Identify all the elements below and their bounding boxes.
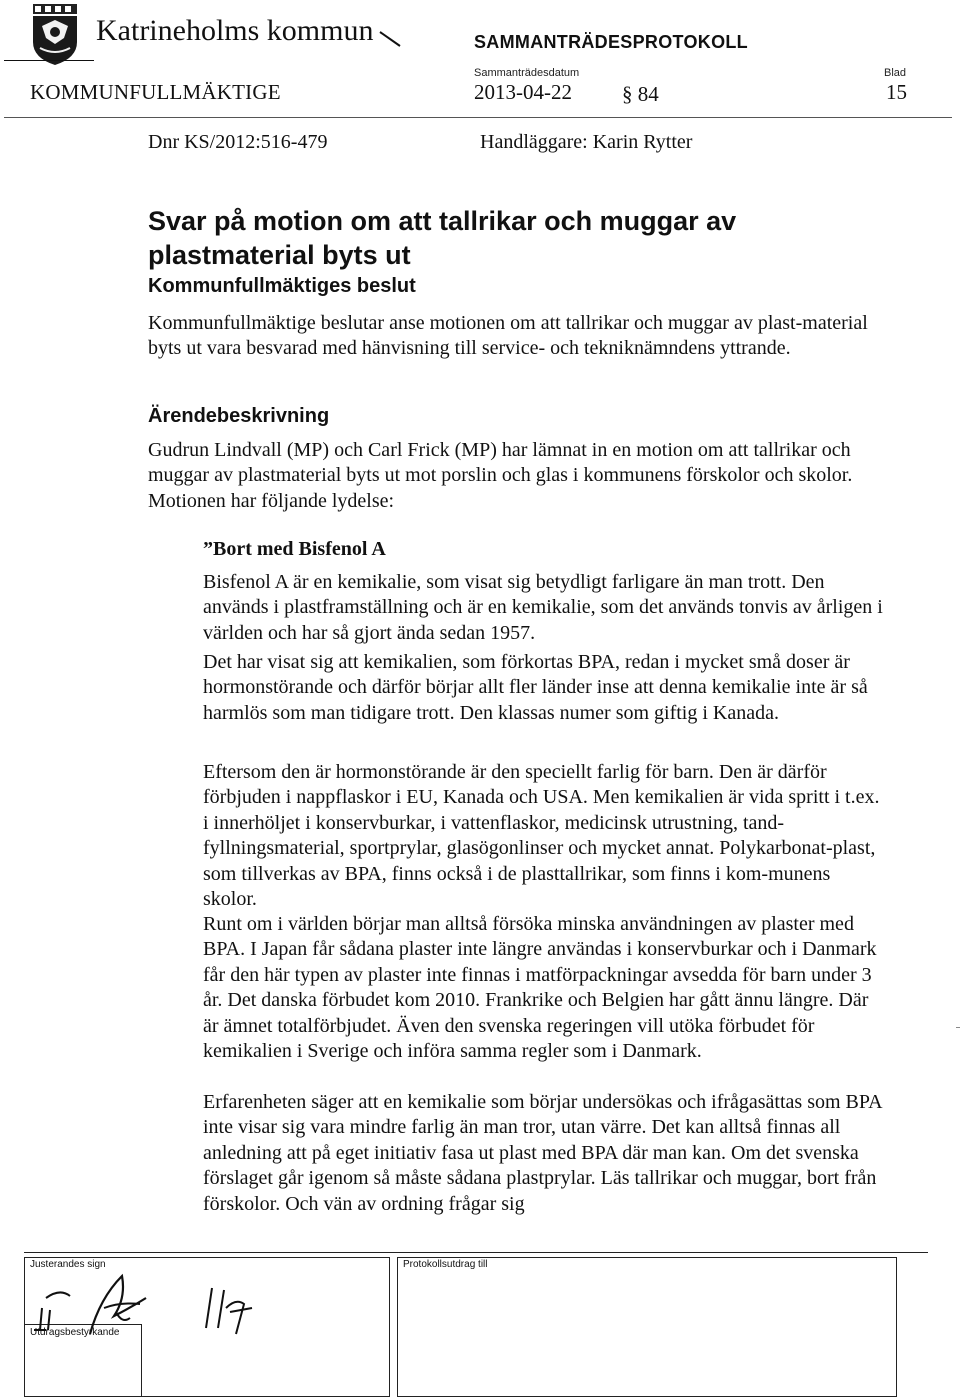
date-label: Sammanträdesdatum <box>474 67 580 79</box>
signature-box-label: Justerandes sign <box>30 1259 106 1270</box>
extract-recipients-label: Protokollsutdrag till <box>403 1259 488 1270</box>
beslut-text: Kommunfullmäktige beslutar anse motionen om att tallrikar och muggar av plast-material byts ut vara besvarad med hänvisning till service- och tekniknämndens yttrande. <box>148 312 868 360</box>
quote-paragraph: Erfarenheten säger att en kemikalie som börjar undersökas och ifrågasättas som BPA inte visar sig vara mindre farlig än man tror, utan värre. Det kan alltså finnas all anledning att på eget initiativ fasa ut plast med BPA där man kan. Om det svenska förslaget går igenom så måste sådana plastprylar. Läs tallrikar och muggar, bort från förskolor. Och vän av ordning frågar sig <box>203 1091 882 1215</box>
body-name: KOMMUNFULLMÄKTIGE <box>30 80 281 104</box>
wordmark-stroke <box>378 30 404 48</box>
header-rule <box>4 117 952 118</box>
attestation-box-label: Utdragsbestyrkande <box>30 1327 120 1338</box>
page-label: Blad <box>884 67 907 79</box>
document-type: SAMMANTRÄDESPROTOKOLL <box>474 32 748 52</box>
footer-rule <box>24 1252 928 1253</box>
municipality-crest-logo <box>30 4 80 66</box>
quote-heading: ”Bort med Bisfenol A <box>203 538 386 560</box>
paragraph-number: § 84 <box>622 82 659 106</box>
arende-text: Gudrun Lindvall (MP) och Carl Frick (MP) har lämnat in en motion om att tallrikar och muggar av plastmaterial byts ut mot porslin och glas i kommunens förskolor och skolor. Motionen har följande lydelse: <box>148 439 853 512</box>
document-title: Svar på motion om att tallrikar och muggar av plastmaterial byts ut <box>148 206 737 270</box>
diary-number: Dnr KS/2012:516-479 <box>148 131 328 153</box>
section-heading-beslut: Kommunfullmäktiges beslut <box>148 275 416 297</box>
header-rule-short <box>4 60 94 61</box>
case-officer: Handläggare: Karin Rytter <box>480 131 693 153</box>
quote-paragraph: Eftersom den är hormonstörande är den speciellt farlig för barn. Den är därför förbjuden i nappflaskor i EU, Kanada och USA. Men kemikalien är vida spritt i t.ex. i innerhöljet i konservburkar, i vattenflaskor, medicinsk utrustning, tand-fyllningsmaterial, sportprylar, glasögonlinser och mycket annat. Polykarbonat-plast, som tillverkas av BPA, finns också i de plasttallrikar, som finns i kom-munens skolor. <box>203 761 880 911</box>
section-heading-arende: Ärendebeskrivning <box>148 405 330 427</box>
meeting-date: 2013-04-22 <box>474 80 572 104</box>
quote-paragraph: Det har visat sig att kemikalien, som förkortas BPA, redan i mycket små doser är hormonstörande och därför börjar allt fler länder inse att denna kemikalie inte är så harmlös som man tidigare trott. Den klassas numer som giftig i Kanada. <box>203 651 868 724</box>
margin-mark <box>956 1027 960 1028</box>
handwritten-signatures <box>30 1268 290 1340</box>
municipality-name: Katrineholms kommun <box>96 14 374 47</box>
quote-paragraph: Bisfenol A är en kemikalie, som visat sig betydligt farligare än man trott. Den används i plastframställning och är en kemikalie, som det används tonvis av årligen i världen och har så gjort ända sedan 1957. <box>203 571 883 644</box>
quote-paragraph: Runt om i världen börjar man alltså försöka minska användningen av plaster med BPA. I Japan får sådana plaster inte längre användas i konservburkar och i Danmark får den här typen av plaster inte finnas i matförpackningar avsedda för barn under 3 år. Det danska förbudet kom 2010. Frankrike och Belgien har gått ännu längre. Där är ämnet totalförbjudet. Även den svenska regeringen vill utöka förbudet för kemikalien i Sverige och införa samma regler som i Danmark. <box>203 913 877 1063</box>
page-number: 15 <box>886 80 907 104</box>
extract-recipients-box <box>397 1257 897 1397</box>
